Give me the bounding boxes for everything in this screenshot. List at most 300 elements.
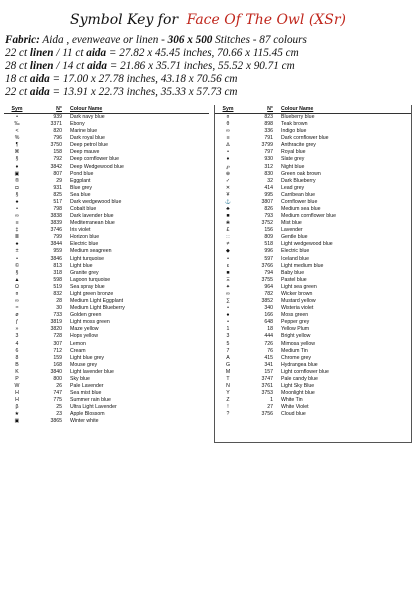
colour-row [215,376,411,383]
colour-number: 825 [53,191,62,198]
colour-row [215,142,411,149]
size-line: 28 ct linen / 14 ct aida = 21.86 x 35.71 inches, 55.52 x 90.71 cm [5,60,295,72]
colour-name: Lagoon turquoise [70,276,111,283]
colour-row [4,305,209,312]
colour-row [215,199,411,206]
colour-number: 3838 [50,213,62,220]
colour-symbol: ¶ [15,142,19,149]
header-sym: Sym [222,106,234,112]
colour-number: 898 [264,121,273,128]
colour-number: 792 [53,156,62,163]
colour-number: 3371 [50,121,62,128]
colour-number: 807 [53,170,62,177]
colour-symbol: • [227,319,229,326]
colour-symbol: • [227,255,229,262]
colour-number: 648 [264,319,273,326]
colour-number: 518 [264,241,273,248]
colour-row [4,284,209,291]
table-header [4,105,209,114]
colour-name: Light sea green [281,283,317,290]
colour-name: Lemon [70,340,86,347]
colour-number: 797 [264,149,273,156]
colour-symbol: ◘ [15,184,19,191]
colour-symbol: β [15,404,19,411]
colour-number: 964 [264,283,273,290]
colour-number: 799 [53,234,62,241]
colour-name: Marine blue [70,128,98,135]
colour-number: 3753 [261,390,273,397]
colour-symbol: © [15,262,19,269]
colour-name: Yellow Plum [281,326,310,333]
colour-symbol: § [15,191,19,198]
colour-row [4,185,209,192]
colour-row [4,312,209,319]
colour-symbol: ● [226,312,230,319]
colour-row [4,390,209,397]
colour-number: 747 [53,390,62,397]
table-header [215,105,411,114]
colour-number: 796 [53,135,62,142]
colour-symbol: B [15,361,19,368]
colour-row [4,397,209,404]
fabric-label: Fabric: [5,34,40,46]
colour-symbol: ≈ [15,305,19,312]
colour-number: 519 [53,283,62,290]
colour-number: 517 [53,198,62,205]
colour-row [4,341,209,348]
colour-number: 3840 [50,368,62,375]
colour-symbol: ƒ [15,319,19,326]
colour-number: 26 [56,382,62,389]
colour-name: Horizon blue [70,234,100,241]
colour-row [215,355,411,362]
colour-symbol: Ξ [226,276,230,283]
colour-row [215,206,411,213]
colour-name: Dark lavender blue [70,213,114,220]
colour-number: 444 [264,333,273,340]
colour-symbol: 1 [226,326,230,333]
colour-row [215,263,411,270]
colour-name: Green oak brown [281,170,321,177]
colour-number: 3761 [261,382,273,389]
header-number: N° [267,106,273,112]
colour-name: White Violet [281,404,309,411]
colour-name: Baby blue [281,269,305,276]
colour-row [4,114,209,121]
colour-number: 156 [264,227,273,234]
colour-number: 307 [53,340,62,347]
colour-number: 830 [264,170,273,177]
colour-number: 931 [53,184,62,191]
size-line: 22 ct linen / 11 ct aida = 27.82 x 45.45 inches, 70.66 x 115.45 cm [5,47,299,59]
colour-row [215,397,411,404]
colour-symbol: ▲ [14,276,20,283]
colour-row [4,149,209,156]
colour-row [4,234,209,241]
colour-symbol: ‡ [15,227,19,234]
colour-name: White Tin [281,397,303,404]
colour-name: Ebony [70,121,85,128]
colour-symbol: ≡ [226,135,230,142]
colour-name: Ultra Light Lavender [70,404,117,411]
colour-row [4,418,209,425]
colour-name: Slate grey [281,156,305,163]
colour-number: 318 [53,269,62,276]
colour-row [215,227,411,234]
colour-row [215,305,411,312]
colour-number: 3819 [50,319,62,326]
colour-symbol: ♣ [226,206,230,213]
colour-symbol: ∞ [15,213,19,220]
colour-name: Light medium blue [281,262,324,269]
colour-symbol: ¥ [226,191,230,198]
colour-row [4,241,209,248]
colour-name: Light blue [70,262,93,269]
colour-symbol: Z [226,397,230,404]
colour-symbol: ♦ [226,156,230,163]
colour-symbol: ® [15,177,19,184]
colour-name: Summer rain blue [70,397,111,404]
colour-symbol: ε [226,262,230,269]
colour-row [215,291,411,298]
colour-name: Mimosa yellow [281,340,316,347]
colour-number: 18 [267,326,273,333]
colour-name: Night blue [281,163,305,170]
colour-symbol: £ [226,227,230,234]
colour-name: Indigo blue [281,128,307,135]
header-sym: Sym [11,106,23,112]
colour-row [4,277,209,284]
colour-number: 598 [53,276,62,283]
colour-row [4,291,209,298]
colour-name: Winter white [70,418,99,425]
colour-symbol: 7 [226,347,230,354]
fabric-info [5,34,413,99]
colour-number: 1 [270,397,273,404]
colour-number: 800 [53,375,62,382]
colour-row [4,220,209,227]
colour-row [4,227,209,234]
colour-number: 32 [267,177,273,184]
title-prefix: Symbol Key for [69,12,179,28]
colour-number: 3746 [50,227,62,234]
colour-key-left-column [4,105,209,425]
colour-row [4,369,209,376]
header-colour-name: Colour Name [281,106,314,112]
colour-name: Blueberry blue [281,114,315,120]
colour-name: Hydrangea blue [281,361,318,368]
colour-row [215,270,411,277]
colour-symbol: • [16,206,18,213]
colour-row [215,164,411,171]
colour-name: Dark wedgewood blue [70,198,122,205]
colour-row [215,114,411,121]
colour-row [215,312,411,319]
colour-name: Light turquoise [70,255,105,262]
colour-symbol: G [225,361,231,368]
colour-number: 726 [264,340,273,347]
colour-symbol: ♠ [15,198,19,205]
colour-number: 813 [53,262,62,269]
colour-row [215,156,411,163]
colour-name: Light blue grey [70,354,105,361]
colour-name: Medium seagreen [70,248,112,255]
colour-row [4,263,209,270]
fabric-line [5,34,413,47]
colour-row [215,241,411,248]
colour-number: 157 [264,368,273,375]
colour-symbol: ✦ [225,283,231,290]
colour-row [4,383,209,390]
colour-name: Electric blue [70,241,99,248]
colour-symbol: ■ [226,213,230,220]
colour-symbol: ⊕ [225,170,231,177]
colour-symbol: » [15,326,19,333]
colour-number: 158 [53,149,62,156]
colour-row [4,270,209,277]
colour-symbol: • [227,305,229,312]
colour-name: Medium Light Eggplant [70,298,124,305]
colour-symbol: • [227,149,229,156]
colour-number: 168 [53,361,62,368]
colour-number: 3756 [261,411,273,418]
colour-number: 793 [264,213,273,220]
colour-symbol: ▣ [14,170,20,177]
colour-symbol: ℘ [226,163,230,170]
colour-name: Medium Light Blueberry [70,305,125,312]
colour-symbol: ∞ [226,128,230,135]
colour-number: 30 [56,305,62,312]
fabric-text: Aida , evenweave or linen - [42,34,165,46]
colour-name: Lavender [281,227,303,234]
colour-name: Sea spray blue [70,283,105,290]
colour-symbol: ∑ [226,298,230,305]
colour-name: Pale candy blue [281,375,318,382]
colour-row [4,362,209,369]
colour-row [4,192,209,199]
colour-name: Cream [70,347,86,354]
colour-symbol: ♠ [15,241,19,248]
colour-name: Chrome grey [281,354,311,361]
colour-row [215,333,411,340]
colour-number: 996 [264,248,273,255]
colour-symbol: § [15,269,19,276]
colour-symbol: ¤ [15,290,19,297]
colour-row [4,411,209,418]
colour-number: 415 [264,354,273,361]
colour-row [4,135,209,142]
colour-symbol: ✓ [225,177,231,184]
colour-number: 27 [267,404,273,411]
colour-row [215,326,411,333]
colour-name: Lead grey [281,184,305,191]
colour-number: 3747 [261,375,273,382]
colour-number: 28 [56,298,62,305]
colour-symbol: A [226,354,230,361]
colour-symbol: H [15,390,19,397]
colour-number: 823 [264,114,273,120]
colour-symbol: ✕ [225,184,231,191]
colour-key-right-column [214,105,412,443]
colour-name: Medium Tin [281,347,308,354]
colour-number: 939 [53,114,62,120]
colour-row [215,149,411,156]
colour-name: Mist blue [281,220,302,227]
colour-row [215,284,411,291]
colour-number: 312 [264,163,273,170]
colour-number: 728 [53,333,62,340]
colour-name: Hops yellow [70,333,98,340]
colour-number: 3842 [50,163,62,170]
colour-symbol: T [226,375,230,382]
colour-name: Golden green [70,312,102,319]
colour-name: Iceland blue [281,255,309,262]
colour-symbol: ¤ [226,114,230,120]
colour-name: Iris violet [70,227,91,234]
colour-symbol: 6 [15,347,19,354]
colour-name: Light wedgewood blue [281,241,333,248]
colour-symbol: N [226,382,230,389]
size-line: 18 ct aida = 17.00 x 27.78 inches, 43.18 x 70.56 cm [5,73,238,85]
colour-row [4,199,209,206]
colour-number: 76 [267,347,273,354]
colour-name: Moss green [281,312,309,319]
colour-symbol: ∞ [226,290,230,297]
colour-symbol: ! [227,404,229,411]
colour-symbol: Y [226,390,230,397]
colour-number: 3750 [50,142,62,149]
colour-name: Sea blue [70,191,91,198]
page-title [0,12,416,28]
colour-name: Deep Wedgewood blue [70,163,124,170]
colour-name: Dark cornflower blue [281,135,329,142]
colour-name: Royal blue [281,149,306,156]
colour-name: Deep petrol blue [70,142,109,149]
colour-name: Light moss green [70,319,110,326]
colour-number: 414 [264,184,273,191]
colour-row [215,383,411,390]
colour-number: 930 [264,156,273,163]
colour-number: 791 [264,135,273,142]
colour-row [215,369,411,376]
colour-name: Wicker brown [281,290,313,297]
colour-name: Dark Blueberry [281,177,316,184]
colour-symbol: M [225,368,231,375]
colour-symbol: Ω [15,283,19,290]
colour-symbol: 5 [226,340,230,347]
colour-number: 809 [264,234,273,241]
colour-number: 782 [264,290,273,297]
colour-row [215,220,411,227]
colour-symbol: ± [15,248,19,255]
colour-symbol: ⌘ [14,149,20,156]
colour-number: 340 [264,305,273,312]
colour-symbol: ❀ [225,220,231,227]
colour-name: Mustard yellow [281,298,316,305]
colour-name: Light green bronze [70,290,114,297]
colour-row [215,248,411,255]
colour-name: Pepper grey [281,319,310,326]
colour-name: Light cornflower blue [281,368,329,375]
colour-row [4,355,209,362]
colour-number: 3755 [261,276,273,283]
colour-row [215,178,411,185]
colour-symbol: ⚓ [224,198,232,205]
colour-name: Cobalt blue [70,206,97,213]
colour-row [215,298,411,305]
colour-number: 995 [264,191,273,198]
colour-number: 832 [53,290,62,297]
colour-name: Mediterranean blue [70,220,115,227]
colour-symbol: ★ [14,411,20,418]
colour-name: Electric blue [281,248,310,255]
colour-number: 3844 [50,241,62,248]
colour-number: 25 [56,404,62,411]
colour-row [4,171,209,178]
colour-row [4,326,209,333]
colour-name: Eggplant [70,177,91,184]
colour-symbol: ø [15,312,19,319]
colour-name: Granite grey [70,269,99,276]
colour-number: 820 [53,128,62,135]
colour-row [4,319,209,326]
colour-number: 3766 [261,262,273,269]
header-number: N° [56,106,62,112]
colour-name: Medium sea blue [281,206,321,213]
colour-symbol: K [15,368,19,375]
colour-symbol: ≠ [226,241,230,248]
colour-name: Cloud blue [281,411,306,418]
colour-name: Maze yellow [70,326,99,333]
colour-row [4,213,209,220]
colour-number: 3752 [261,220,273,227]
colour-symbol: 4 [15,340,19,347]
colour-name: Anthracite grey [281,142,316,149]
colour-name: Blue grey [70,184,92,191]
colour-number: 3799 [261,142,273,149]
colour-name: Sea mist blue [70,390,102,397]
size-line: 22 ct aida = 13.91 x 22.73 inches, 35.33 x 57.73 cm [5,86,238,98]
colour-row [4,164,209,171]
colour-number: 712 [53,347,62,354]
colour-row [215,319,411,326]
colour-symbol: ? [226,411,230,418]
colour-number: 959 [53,248,62,255]
colour-row [215,341,411,348]
colour-symbol: 8 [15,354,19,361]
stitch-count: 306 x 500 [167,34,213,46]
colour-name: Medium cornflower blue [281,213,337,220]
colour-name: Deep cornflower blue [70,156,120,163]
colour-row [4,248,209,255]
colour-name: Light Sky Blue [281,382,315,389]
colour-symbol: H [15,397,19,404]
colour-row [215,404,411,411]
colour-number: 23 [56,411,62,418]
colour-symbol: ≡ [15,220,19,227]
colour-row [4,178,209,185]
colour-row [4,206,209,213]
colour-number: 3865 [50,418,62,425]
colour-row [215,171,411,178]
colour-symbol: P [15,375,19,382]
colour-number: 794 [264,269,273,276]
colour-row [4,333,209,340]
colour-symbol: 3 [226,333,230,340]
colour-row [215,135,411,142]
colour-number: 3852 [261,298,273,305]
colour-number: 798 [53,206,62,213]
